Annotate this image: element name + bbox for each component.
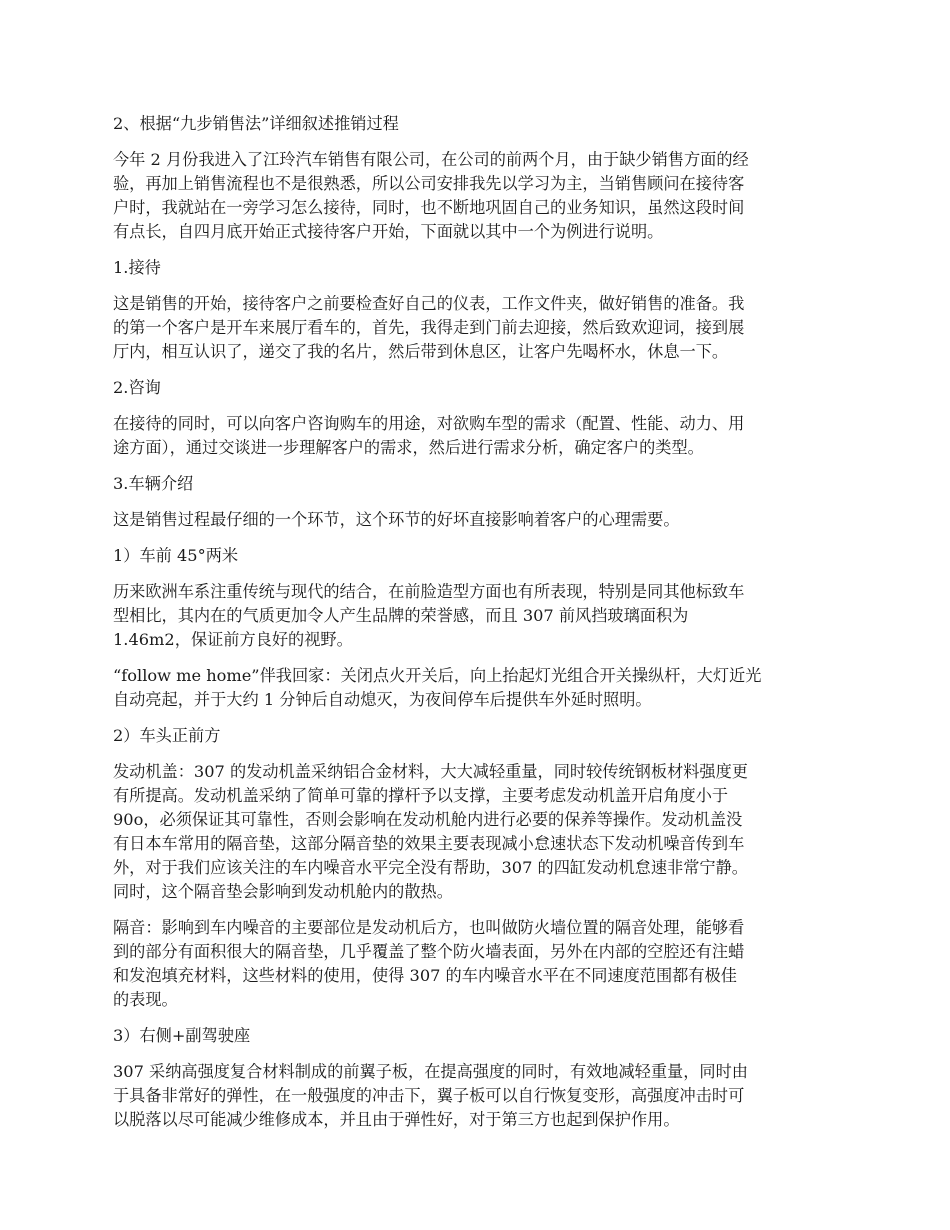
- text-line: 到的部分有面积很大的隔音垫，几乎覆盖了整个防火墙表面，另外在内部的空腔还有注蜡: [113, 942, 745, 961]
- paragraph-follow-me-home: [113, 664, 841, 712]
- text-line: 2、根据“九步销售法”详细叙述推销过程: [113, 114, 399, 133]
- paragraph-fender: [113, 1060, 841, 1132]
- text-line: 于具备非常好的弹性，在一般强度的冲击下，翼子板可以自行恢复变形，高强度冲击时可: [113, 1086, 745, 1105]
- section-heading-reception: [113, 256, 841, 280]
- text-line: 3.车辆介绍: [113, 474, 194, 493]
- text-line: “follow me home”伴我回家：关闭点火开关后，向上抬起灯光组合开关操纵杆，大灯近光: [113, 666, 762, 685]
- text-line: 今年 2 月份我进入了江玲汽车销售有限公司，在公司的前两个月，由于缺少销售方面的经: [113, 150, 749, 169]
- text-line: 历来欧洲车系注重传统与现代的结合，在前脸造型方面也有所表现，特别是同其他标致车: [113, 582, 745, 601]
- paragraph-vehicle-intro: [113, 508, 841, 532]
- text-line: 户时，我就站在一旁学习怎么接待，同时，也不断地巩固自己的业务知识，虽然这段时间: [113, 198, 745, 217]
- section-heading-main: [113, 112, 841, 136]
- paragraph-hood: [113, 760, 841, 904]
- text-line: 以脱落以尽可能减少维修成本，并且由于弹性好，对于第三方也起到保护作用。: [113, 1110, 680, 1129]
- text-line: 3）右侧+副驾驶座: [113, 1026, 251, 1045]
- text-line: 和发泡填充材料，这些材料的使用，使得 307 的车内噪音水平在不同速度范围都有极佳: [113, 966, 737, 985]
- section-heading-consult: [113, 376, 841, 400]
- text-line: 发动机盖：307 的发动机盖采纳铝合金材料，大大减轻重量，同时较传统钢板材料强度更: [113, 762, 748, 781]
- subheading-front-45: [113, 544, 841, 568]
- section-heading-vehicle-intro: [113, 472, 841, 496]
- document-page: [113, 112, 841, 1144]
- paragraph-front-design: [113, 580, 841, 652]
- text-line: 的第一个客户是开车来展厅看车的，首先，我得走到门前去迎接，然后致欢迎词，接到展: [113, 318, 745, 337]
- text-line: 有点长，自四月底开始正式接待客户开始，下面就以其中一个为例进行说明。: [113, 222, 664, 241]
- text-line: 这是销售的开始，接待客户之前要检查好自己的仪表，工作文件夹，做好销售的准备。我: [113, 294, 745, 313]
- text-line: 隔音：影响到车内噪音的主要部位是发动机后方，也叫做防火墙位置的隔音处理，能够看: [113, 918, 745, 937]
- text-line: 途方面），通过交谈进一步理解客户的需求，然后进行需求分析，确定客户的类型。: [113, 438, 704, 457]
- text-line: 1）车前 45°两米: [113, 546, 239, 565]
- text-line: 在接待的同时，可以向客户咨询购车的用途，对欲购车型的需求（配置、性能、动力、用: [113, 414, 745, 433]
- paragraph-reception: [113, 292, 841, 364]
- text-line: 验，再加上销售流程也不是很熟悉，所以公司安排我先以学习为主，当销售顾问在接待客: [113, 174, 745, 193]
- text-line: 1.接待: [113, 258, 161, 277]
- text-line: 厅内，相互认识了，递交了我的名片，然后带到休息区，让客户先喝杯水，休息一下。: [113, 342, 729, 361]
- subheading-front-center: [113, 724, 841, 748]
- text-line: 1.46m2，保证前方良好的视野。: [113, 630, 353, 649]
- text-line: 2.咨询: [113, 378, 161, 397]
- text-line: 有所提高。发动机盖采纳了简单可靠的撑杆予以支撑，主要考虑发动机盖开启角度小于: [113, 786, 729, 805]
- text-line: 这是销售过程最仔细的一个环节，这个环节的好坏直接影响着客户的心理需要。: [113, 510, 680, 529]
- text-line: 外，对于我们应该关注的车内噪音水平完全没有帮助，307 的四缸发动机怠速非常宁静。: [113, 858, 748, 877]
- text-line: 自动亮起，并于大约 1 分钟后自动熄灭，为夜间停车后提供车外延时照明。: [113, 690, 652, 709]
- text-line: 型相比，其内在的气质更加令人产生品牌的荣誉感，而且 307 前风挡玻璃面积为: [113, 606, 689, 625]
- text-line: 90o，必须保证其可靠性，否则会影响在发动机舱内进行必要的保养等操作。发动机盖没: [113, 810, 743, 829]
- paragraph-intro: [113, 148, 841, 244]
- text-line: 同时，这个隔音垫会影响到发动机舱内的散热。: [113, 882, 453, 901]
- paragraph-consult: [113, 412, 841, 460]
- text-line: 2）车头正前方: [113, 726, 221, 745]
- subheading-right-side: [113, 1024, 841, 1048]
- text-line: 307 采纳高强度复合材料制成的前翼子板，在提高强度的同时，有效地减轻重量，同时由: [113, 1062, 748, 1081]
- paragraph-soundproofing: [113, 916, 841, 1012]
- text-line: 的表现。: [113, 990, 178, 1009]
- text-line: 有日本车常用的隔音垫，这部分隔音垫的效果主要表现减小怠速状态下发动机噪音传到车: [113, 834, 745, 853]
